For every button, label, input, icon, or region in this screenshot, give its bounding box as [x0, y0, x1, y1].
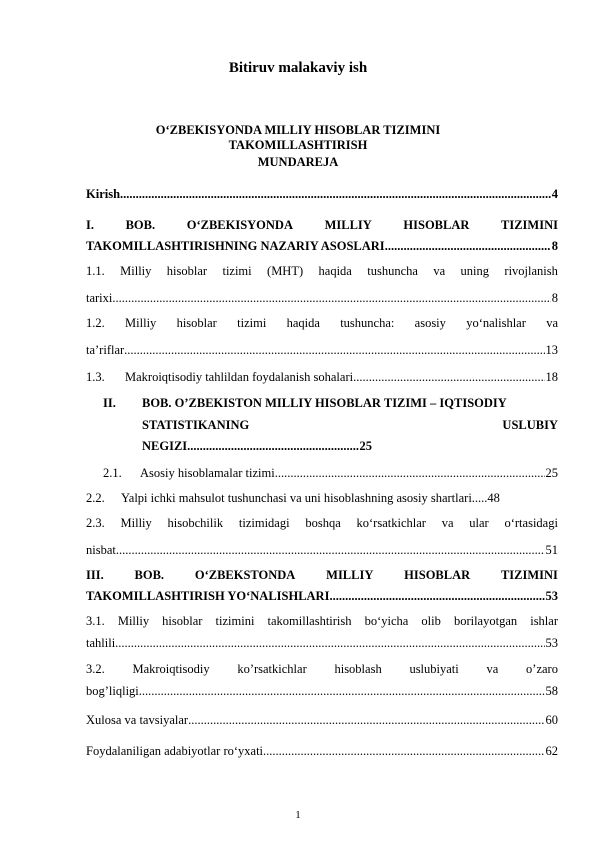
toc-word: borilayotgan [453, 614, 518, 628]
toc-chapter-2-line1 [103, 396, 558, 411]
toc-word: Milliy [125, 316, 157, 330]
toc-word: va [486, 662, 499, 676]
toc-word: uning [460, 264, 490, 278]
toc-section-2-3-line2 [86, 543, 558, 558]
toc-word: III. [86, 568, 104, 582]
toc-word: MILLIY [324, 218, 372, 232]
toc-word: O‘ZBEKSTONDA [194, 568, 296, 582]
thesis-heading-line1: O‘ZBEKISYONDA MILLIY HISOBLAR TIZIMINI [155, 123, 441, 137]
toc-chapter-1-line2 [86, 239, 558, 254]
toc-leader [263, 744, 544, 759]
toc-section-3-1-line1 [86, 614, 558, 629]
toc-section-1-1-line1 [86, 264, 558, 279]
toc-word: va [433, 264, 446, 278]
toc-label: TAKOMILLASHTIRISH YO‘NALISHLARI [86, 589, 330, 603]
page-number: 1 [295, 809, 301, 821]
toc-word: MILLIY [326, 568, 374, 582]
toc-section-1-3 [86, 370, 558, 385]
toc-page: 25 [359, 439, 372, 453]
toc-word: hisoblash [334, 662, 382, 676]
toc-leader [120, 187, 551, 202]
toc-chapter-2-line3 [142, 439, 372, 454]
toc-word: o‘rtasidagi [504, 516, 558, 530]
toc-label: Makroiqtisodiy tahlildan foydalanish sohalari [125, 370, 354, 384]
toc-word: I. [86, 218, 94, 232]
toc-word: ko‘rsatkichlar [356, 516, 426, 530]
toc-word: yo‘nalishlar [466, 316, 526, 330]
toc-word: ishlar [530, 614, 558, 628]
toc-word: hisoblar [166, 264, 208, 278]
thesis-heading-line2: TAKOMILLASHTIRISH [228, 138, 368, 152]
toc-word: tushuncha [367, 264, 418, 278]
toc-number: II. [103, 396, 116, 410]
toc-word: Milliy [117, 614, 150, 628]
toc-section-1-2-line1 [86, 316, 558, 331]
toc-word: o’zaro [526, 662, 558, 676]
toc-word: TIZIMINI [500, 568, 558, 582]
toc-page: 4 [551, 187, 558, 201]
toc-word: bo‘yicha [364, 614, 409, 628]
toc-word: asosiy [414, 316, 446, 330]
toc-word: BOB. [134, 568, 165, 582]
document-title: Bitiruv malakaviy ish [228, 60, 368, 76]
toc-label: BOB. O’ZBEKISTON MILLIY HISOBLAR TIZIMI – IQTISODIY [142, 396, 507, 410]
toc-section-3-2-line2 [86, 684, 558, 699]
toc-page: 18 [545, 370, 558, 384]
toc-word: TIZIMINI [501, 218, 558, 232]
toc-leader [116, 543, 545, 558]
toc-word: 3.2. [86, 662, 105, 676]
toc-word: hisoblar [162, 614, 203, 628]
toc-page: 51 [545, 543, 558, 557]
toc-page: 48 [487, 491, 500, 505]
toc-section-2-3-line1 [86, 516, 558, 531]
toc-label: ta’riflar [86, 343, 125, 357]
toc-word: HISOBLAR [403, 218, 470, 232]
toc-label: bog’liqligi [86, 684, 139, 698]
toc-page: 58 [545, 684, 558, 698]
toc-word: hisobchilik [167, 516, 224, 530]
toc-word: Makroiqtisodiy [132, 662, 210, 676]
toc-word: olib [421, 614, 441, 628]
toc-leader [275, 466, 545, 481]
toc-word: ular [469, 516, 489, 530]
toc-word: tushuncha: [340, 316, 395, 330]
toc-word: haqida [318, 264, 352, 278]
toc-label: nisbat [86, 543, 116, 557]
toc-page: 62 [545, 744, 558, 758]
toc-leader [187, 439, 358, 454]
toc-entry-xulosa [86, 713, 558, 728]
toc-label: tarixi [86, 291, 113, 305]
toc-page: 60 [545, 713, 558, 727]
toc-page: 8 [551, 291, 558, 305]
toc-word: boshqa [305, 516, 341, 530]
toc-number: 2.1. [103, 466, 122, 480]
toc-leader [329, 589, 544, 604]
toc-word: 1.2. [86, 316, 105, 330]
toc-word: haqida [286, 316, 320, 330]
toc-leader [139, 684, 545, 699]
toc-word: tizimini [215, 614, 255, 628]
toc-label: Kirish [86, 187, 121, 201]
toc-word: 2.3. [86, 516, 105, 530]
toc-section-1-1-line2 [86, 291, 558, 306]
toc-label: Asosiy hisoblamalar tizimi [140, 466, 275, 480]
toc-leader [353, 370, 544, 385]
toc-word: 1.1. [86, 264, 105, 278]
toc-label: Xulosa va tavsiyalar [86, 713, 189, 727]
toc-chapter-1-line1 [86, 218, 558, 233]
toc-word: USLUBIY [502, 418, 558, 432]
toc-word: rivojlanish [504, 264, 558, 278]
toc-leader [124, 343, 544, 358]
toc-word: BOB. [125, 218, 156, 232]
toc-chapter-3-line2 [86, 589, 558, 604]
toc-word: ko’rsatkichlar [237, 662, 307, 676]
toc-section-3-1-line2 [86, 636, 558, 651]
toc-page: 13 [545, 343, 558, 357]
toc-word: HISOBLAR [404, 568, 471, 582]
toc-section-1-2-line2 [86, 343, 558, 358]
toc-number: 2.2. [86, 491, 105, 505]
toc-page: 53 [545, 636, 558, 650]
toc-word: STATISTIKANING [142, 418, 250, 432]
toc-section-2-1 [103, 466, 558, 481]
toc-entry-kirish [86, 187, 558, 202]
toc-page: 8 [551, 239, 558, 253]
toc-word: 3.1. [86, 614, 105, 628]
toc-word: tizimi [237, 316, 267, 330]
toc-label: Foydalaniligan adabiyotlar ro‘yxati [86, 744, 264, 758]
toc-page: 25 [545, 466, 558, 480]
toc-chapter-3-line1 [86, 568, 558, 583]
toc-leader [112, 291, 550, 306]
toc-word: O‘ZBEKISYONDA [186, 218, 293, 232]
toc-label: tahlili [86, 636, 116, 650]
toc-leader [385, 239, 551, 254]
toc-section-3-2-line1 [86, 662, 558, 677]
toc-word: va [441, 516, 454, 530]
toc-label: NEGIZI [142, 439, 188, 453]
toc-label: TAKOMILLASHTIRISHNING NAZARIY ASOSLARI [86, 239, 385, 253]
toc-entry-adabiyotlar [86, 744, 558, 759]
toc-word: va [546, 316, 558, 330]
toc-word: (MHT) [267, 264, 304, 278]
toc-leader [115, 636, 544, 651]
toc-word: Milliy [120, 264, 152, 278]
toc-section-2-2 [86, 491, 558, 506]
toc-word: takomillashtirish [267, 614, 352, 628]
toc-chapter-2-line2 [142, 418, 558, 433]
toc-word: Milliy [120, 516, 152, 530]
toc-label: Yalpi ichki mahsulot tushunchasi va uni hisoblashning asosiy shartlari [121, 491, 472, 505]
toc-leader: ..... [471, 491, 488, 505]
toc-number: 1.3. [86, 370, 105, 384]
toc-word: hisoblar [176, 316, 217, 330]
toc-word: uslubiyati [409, 662, 459, 676]
toc-word: tizimidagi [238, 516, 290, 530]
toc-page: 53 [545, 589, 558, 603]
toc-word: tizimi [222, 264, 252, 278]
toc-leader [188, 713, 544, 728]
contents-heading: MUNDAREJA [257, 155, 339, 169]
